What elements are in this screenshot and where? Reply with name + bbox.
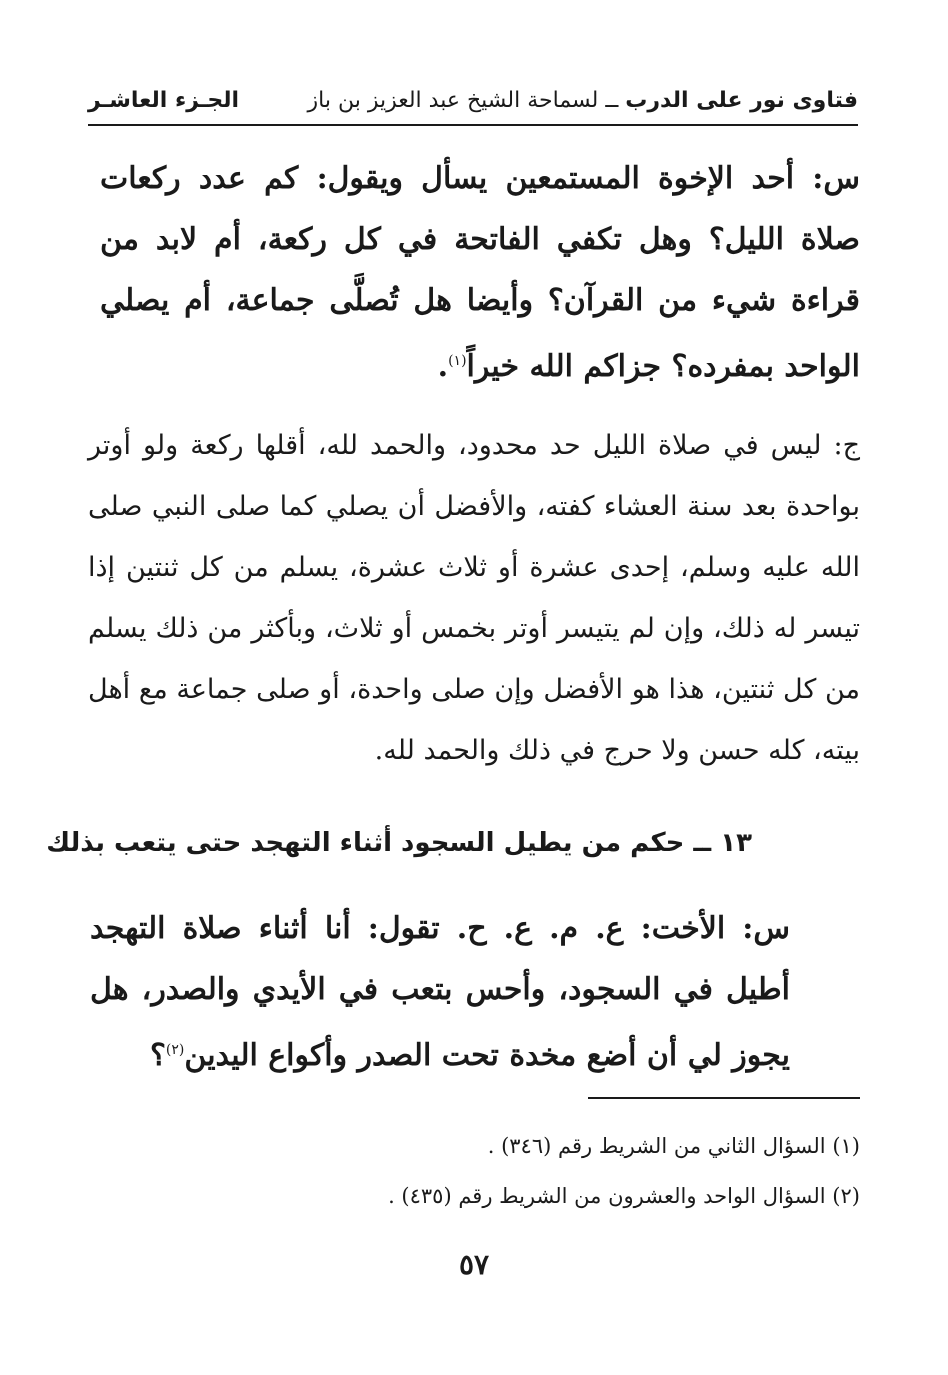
book-author: ــ لسماحة الشيخ عبد العزيز بن باز: [307, 88, 626, 113]
section-heading: ١٣ ــ حكم من يطيل السجود أثناء التهجد حتى يتعب بذلك: [46, 828, 752, 858]
answer-1: ج: ليس في صلاة الليل حد محدود، والحمد لله، أقلها ركعة ولو أوتر بواحدة بعد سنة العشاء كفته، والأفضل أن يصلي كما صلى النبي صلى الله عليه وسلم، إحدى عشرة أو ثلاث عشرة، يسلم من كل ثنتين إذا تيسر له ذلك، وإن لم يتيسر أوتر بخمس أو ثلاث، وبأكثر من ذلك يسلم من كل ثنتين، هذا هو الأفضل وإن صلى واحدة، أو صلى جماعة مع أهل بيته، كله حسن ولا حرج في ذلك والحمد لله.: [88, 430, 860, 766]
question-2: [90, 898, 790, 1086]
footnote-ref-1: (١): [448, 353, 467, 369]
running-header: [88, 84, 858, 126]
book-title-bold: فتاوى نور على الدرب: [625, 88, 858, 113]
question-2-end: ؟: [149, 1038, 166, 1073]
question-2-text: س: الأخت: ع. م. ع. ح. تقول: أنا أثناء صلاة التهجد أطيل في السجود، وأحس بتعب في الأيدي والصدر، هل يجوز لي أن أضع مخدة تحت الصدر وأكواع اليدين: [90, 911, 790, 1073]
footnote-1: (١) السؤال الثاني من الشريط رقم (٣٤٦) .: [487, 1134, 860, 1158]
volume-label: الجـزء العاشـر: [88, 88, 240, 113]
footnote-divider: [588, 1097, 860, 1099]
question-1-end: .: [437, 349, 449, 384]
question-1: [100, 148, 860, 397]
footnote-ref-2: (٢): [165, 1042, 185, 1058]
question-1-text: س: أحد الإخوة المستمعين يسأل ويقول: كم عدد ركعات صلاة الليل؟ وهل تكفي الفاتحة في كل ركعة، أم لابد من قراءة شيء من القرآن؟ وأيضا هل تُصلَّى جماعة، أم يصلي الواحد بمفرده؟ جزاكم الله خيراً: [100, 161, 860, 384]
page-number: ٥٧: [458, 1248, 490, 1281]
book-title: [308, 84, 858, 118]
footnote-2: (٢) السؤال الواحد والعشرون من الشريط رقم (٤٣٥) .: [388, 1184, 860, 1208]
